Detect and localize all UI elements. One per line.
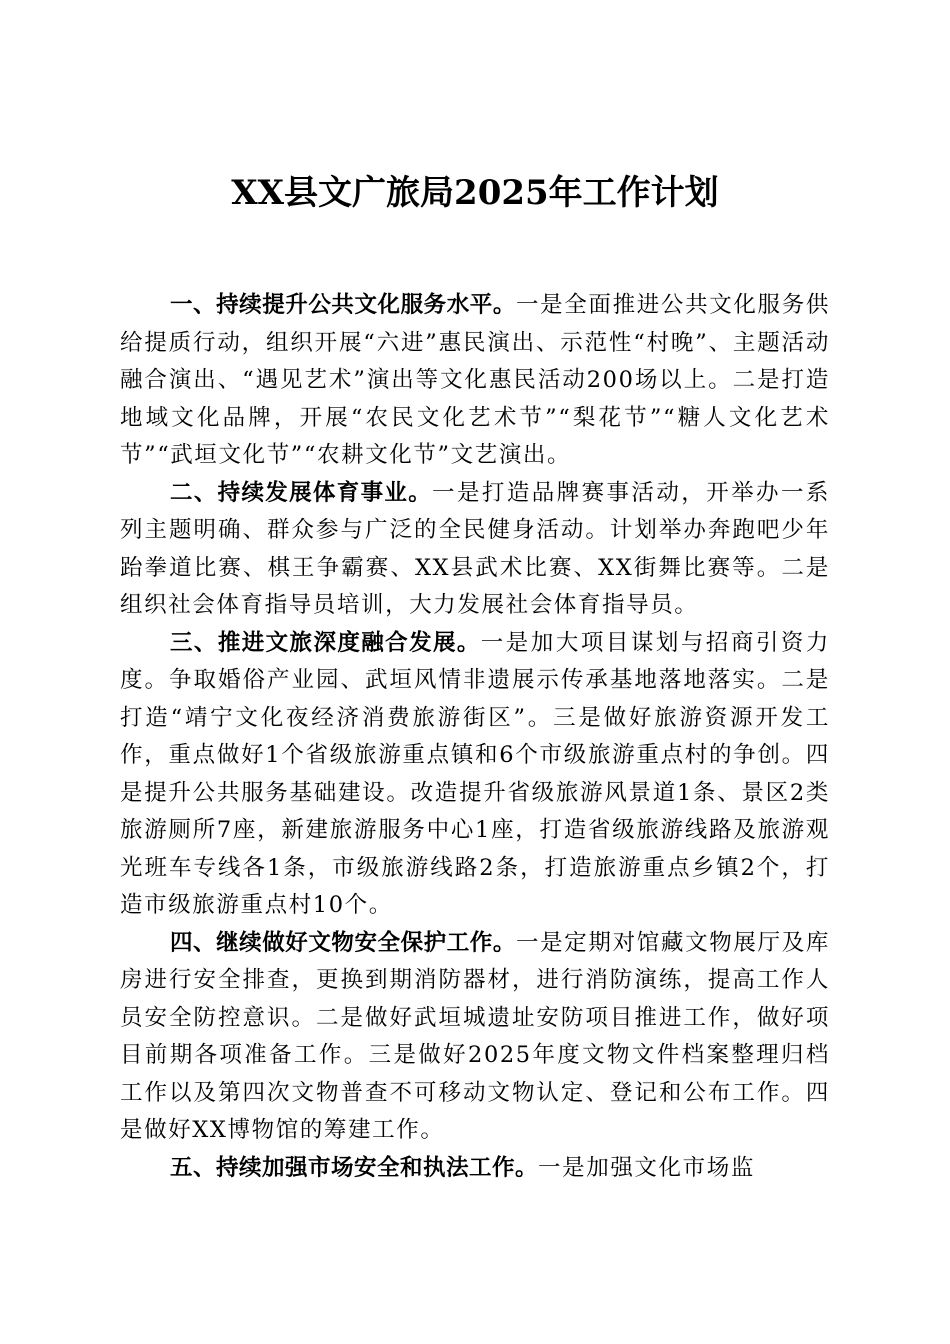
section-body: 一是加大项目谋划与招商引资力度。争取婚俗产业园、武垣风情非遗展示传承基地落地落实。二是打造“靖宁文化夜经济消费旅游街区”。三是做好旅游资源开发工作，重点做好1个省级旅游重点镇和6个市级旅游重点村的争创。四是提升公共服务基础建设。改造提升省级旅游风景道1条、景区2类旅游厕所7座，新建旅游服务中心1座，打造省级旅游线路及旅游观光班车专线各1条，市级旅游线路2条，打造旅游重点乡镇2个，打造市级旅游重点村10个。	[120, 629, 830, 918]
section-sports	[120, 475, 830, 625]
section-body: 一是全面推进公共文化服务供给提质行动，组织开展“六进”惠民演出、示范性“村晚”、主题活动融合演出、“遇见艺术”演出等文化惠民活动200场以上。二是打造地域文化品牌，开展“农民文化艺术节”“梨花节”“糖人文化艺术节”“武垣文化节”“农耕文化节”文艺演出。	[120, 292, 830, 468]
document-title: XX县文广旅局2025年工作计划	[231, 173, 719, 213]
section-body: 一是加强文化市场监	[538, 1154, 755, 1181]
section-public-culture	[120, 287, 830, 475]
section-heading: 五、持续加强市场安全和执法工作。	[170, 1154, 539, 1181]
section-body: 一是定期对馆藏文物展厅及库房进行安全排查，更换到期消防器材，进行消防演练，提高工作人员安全防控意识。二是做好武垣城遗址安防项目推进工作，做好项目前期各项准备工作。三是做好2025年度文物文件档案整理归档工作以及第四次文物普查不可移动文物认定、登记和公布工作。四是做好XX博物馆的筹建工作。	[120, 929, 830, 1143]
section-culture-tourism	[120, 625, 830, 925]
section-heading: 二、持续发展体育事业。	[170, 479, 433, 506]
section-market-enforcement	[120, 1150, 830, 1188]
document-body	[120, 287, 830, 1187]
section-body: 一是打造品牌赛事活动，开举办一系列主题明确、群众参与广泛的全民健身活动。计划举办奔跑吧少年跆拳道比赛、棋王争霸赛、XX县武术比赛、XX街舞比赛等。二是组织社会体育指导员培训，大力发展社会体育指导员。	[120, 479, 830, 618]
section-heading: 一、持续提升公共文化服务水平。	[170, 292, 516, 318]
section-heading: 四、继续做好文物安全保护工作。	[170, 929, 516, 956]
section-heading: 三、推进文旅深度融合发展。	[170, 629, 481, 656]
section-cultural-relics	[120, 925, 830, 1150]
